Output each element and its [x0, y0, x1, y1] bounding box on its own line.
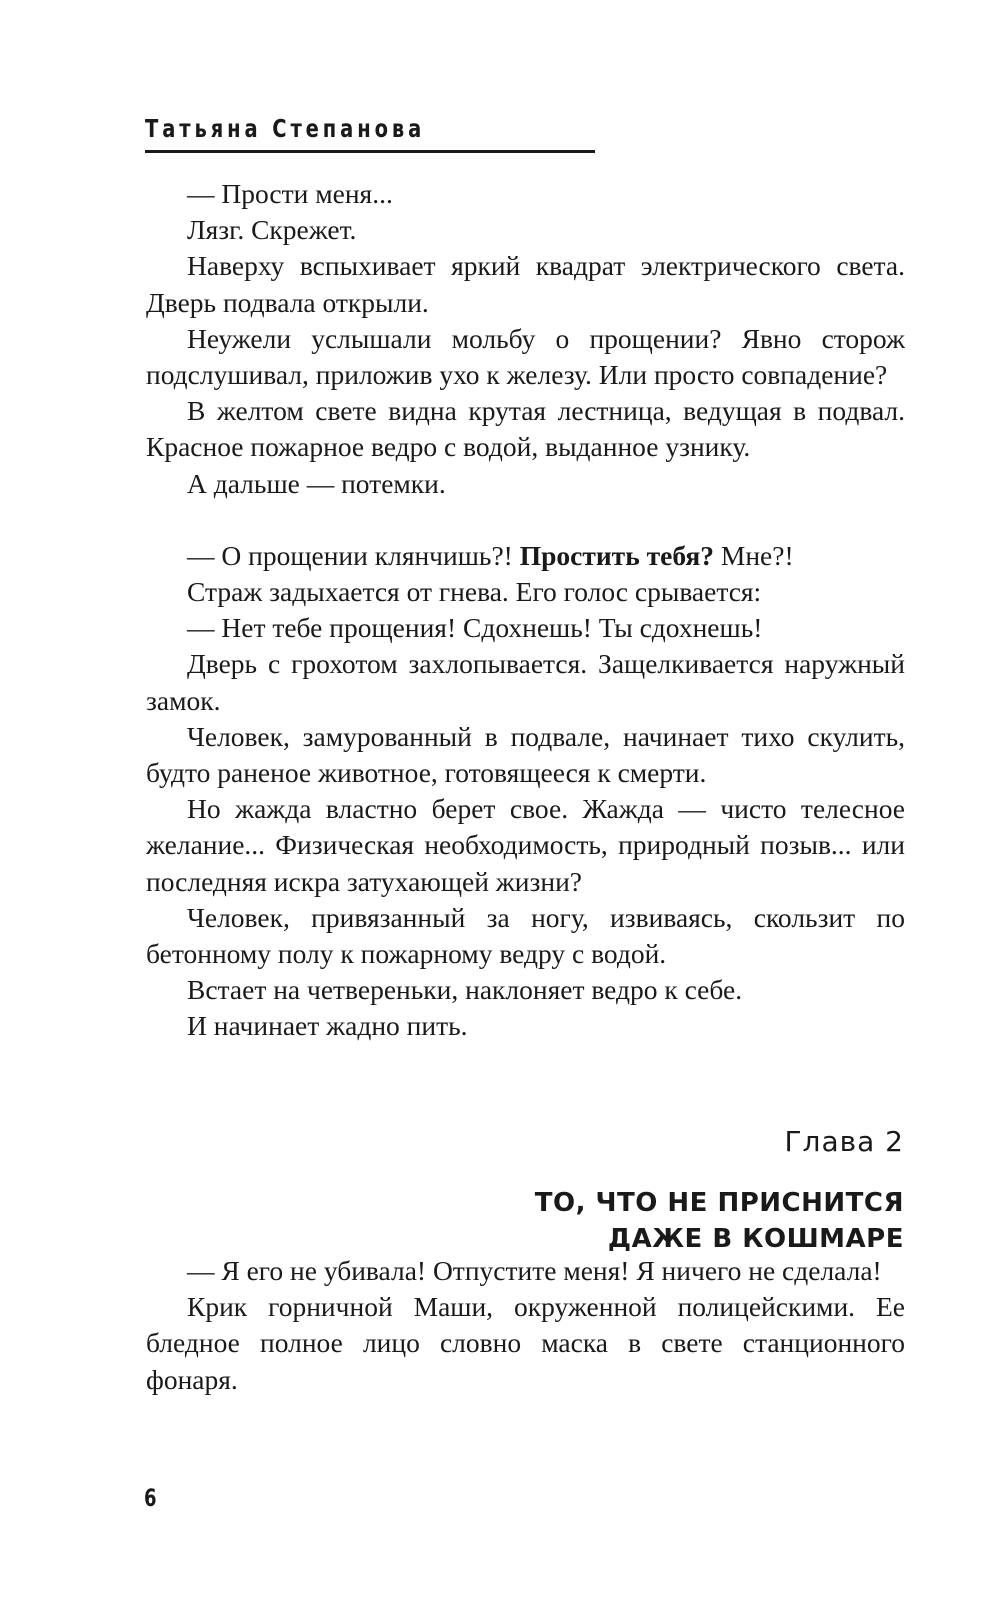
chapter-number: Глава 2 [784, 1125, 904, 1158]
paragraph: А дальше — потемки. [187, 467, 446, 499]
text-block-bottom [146, 1253, 905, 1398]
chapter-title [535, 1185, 904, 1257]
paragraph: Неужели услышали мольбу о прощении? Явно сторож подслушивал, приложив ухо к железу. Или просто совпадение? [146, 322, 905, 391]
dialogue-bold-text: Простить тебя? [519, 539, 715, 571]
chapter-title-line: ДАЖЕ В КОШМАРЕ [607, 1224, 904, 1254]
chapter-title-line: ТО, ЧТО НЕ ПРИСНИТСЯ [534, 1188, 904, 1218]
paragraph: Человек, привязанный за ногу, извиваясь, скользит по бетонному полу к пожарному ведру с водой. [146, 901, 905, 970]
paragraph: Крик горничной Маши, окруженной полицейскими. Ее бледное полное лицо словно маска в свете станционного фонаря. [146, 1291, 905, 1395]
dialogue-paragraph [146, 538, 905, 574]
paragraph: Но жажда властно берет свое. Жажда — чисто телесное желание... Физическая необходимость, природный позыв... или последняя искра затухающей жизни? [146, 793, 905, 897]
paragraph: И начинает жадно пить. [187, 1010, 468, 1042]
paragraph: Страж задыхается от гнева. Его голос срывается: [187, 576, 762, 608]
dialogue-text: — О прощении клянчишь?! [187, 539, 520, 571]
dialogue-text-end: Мне?! [714, 539, 794, 571]
paragraph: Лязг. Скрежет. [187, 214, 357, 246]
paragraph: Наверху вспыхивает яркий квадрат электрического света. Дверь подвала открыли. [146, 250, 905, 318]
paragraph: — Прости меня... [187, 178, 393, 209]
paragraph: Встает на четвереньки, наклоняет ведро к себе. [187, 974, 743, 1006]
paragraph: В желтом свете видна крутая лестница, ведущая в подвал. Красное пожарное ведро с водой, выданное узнику. [146, 395, 905, 463]
page-number: 6 [144, 1484, 157, 1512]
paragraph: Человек, замурованный в подвале, начинает тихо скулить, будто раненое животное, готовящееся к смерти. [146, 720, 905, 789]
running-head-author: Татьяна Степанова [145, 114, 426, 143]
paragraph: Дверь с грохотом захлопывается. Защелкивается наружный замок. [146, 648, 905, 716]
paragraph: — Я его не убивала! Отпустите меня! Я ничего не сделала! [187, 1255, 882, 1286]
header-rule [145, 150, 595, 153]
paragraph: — Нет тебе прощения! Сдохнешь! Ты сдохнешь! [187, 612, 763, 644]
text-block-top [146, 176, 905, 1045]
